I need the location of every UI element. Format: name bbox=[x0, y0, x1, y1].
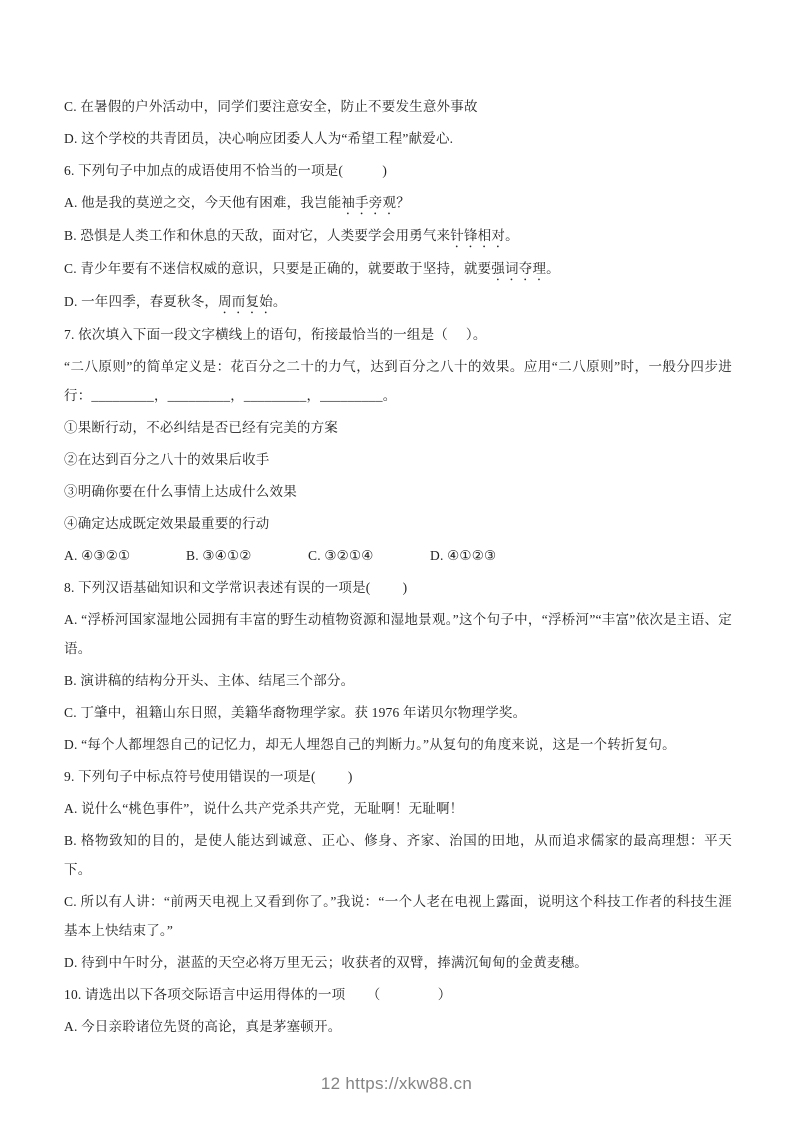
answer-option: A. 他是我的莫逆之交，今天他有困难，我岂能袖手旁观？ bbox=[64, 195, 410, 210]
answer-option: A. “浮桥河国家湿地公园拥有丰富的野生动植物资源和湿地景观。”这个句子中，“浮桥河”“丰富”依次是主语、定语。 bbox=[64, 612, 732, 656]
watermark-url: https://xkw88.cn bbox=[345, 1074, 473, 1093]
choice-option: A. ④③②① bbox=[64, 548, 131, 563]
answer-option: D. “每个人都埋怨自己的记忆力，却无人埋怨自己的判断力。”从复句的角度来说，这是一个转折复句。 bbox=[64, 737, 676, 752]
emphasized-idiom: 强词夺理 bbox=[491, 261, 547, 276]
question-stem: 6. 下列句子中加点的成语使用不恰当的一项是( ) bbox=[64, 163, 388, 178]
emphasized-idiom: 周而复始 bbox=[218, 294, 273, 309]
question-stem: 10. 请选出以下各项交际语言中运用得体的一项 （ ） bbox=[64, 987, 452, 1002]
question-stem: 7. 依次填入下面一段文字横线上的语句，衔接最恰当的一组是（ ）。 bbox=[64, 327, 487, 342]
answer-choices-row bbox=[64, 541, 732, 570]
answer-option: B. 恐惧是人类工作和休息的天敌，面对它，人类要学会用勇气来针锋相对。 bbox=[64, 228, 519, 243]
answer-option: A. 今日亲聆诸位先贤的高论，真是茅塞顿开。 bbox=[64, 1019, 342, 1034]
numbered-list-item: ④确定达成既定效果最重要的行动 bbox=[64, 516, 270, 531]
numbered-list-item: ③明确你要在什么事情上达成什么效果 bbox=[64, 484, 297, 499]
page-footer bbox=[0, 1074, 793, 1094]
answer-option: C. 青少年要有不迷信权威的意识，只要是正确的，就要敢于坚持，就要强词夺理。 bbox=[64, 261, 560, 276]
answer-option: C. 所以有人讲：“前两天电视上又看到你了。”我说：“一个人老在电视上露面，说明这个科技工作者的科技生涯基本上快结束了。” bbox=[64, 894, 732, 938]
emphasized-idiom: 袖手旁观 bbox=[341, 195, 397, 210]
page-number-label: 12 bbox=[320, 1074, 346, 1093]
answer-option: C. 丁肇中，祖籍山东日照，美籍华裔物理学家。获 1976 年诺贝尔物理学奖。 bbox=[64, 705, 527, 720]
emphasized-idiom: 针锋相对 bbox=[450, 228, 506, 243]
passage-paragraph: “二八原则”的简单定义是：花百分之二十的力气，达到百分之八十的效果。应用“二八原则”时，一般分四步进行：_________，_________，_________，_________。 bbox=[64, 359, 732, 403]
answer-option: B. 格物致知的目的，是使人能达到诚意、正心、修身、齐家、治国的田地，从而追求儒家的最高理想：平天下。 bbox=[64, 833, 732, 877]
answer-option: D. 这个学校的共青团员，决心响应团委人人为“希望工程”献爱心. bbox=[64, 131, 454, 146]
answer-option: D. 一年四季，春夏秋冬，周而复始。 bbox=[64, 294, 287, 309]
answer-option: C. 在暑假的户外活动中，同学们要注意安全，防止不要发生意外事故 bbox=[64, 99, 478, 114]
choice-option: C. ③②①④ bbox=[308, 548, 374, 563]
question-stem: 8. 下列汉语基础知识和文学常识表述有误的一项是( ) bbox=[64, 580, 408, 595]
question-list bbox=[64, 92, 732, 1044]
choice-option: B. ③④①② bbox=[186, 548, 252, 563]
choice-option: D. ④①②③ bbox=[430, 548, 497, 563]
numbered-list-item: ②在达到百分之八十的效果后收手 bbox=[64, 452, 270, 467]
question-stem: 9. 下列句子中标点符号使用错误的一项是( ) bbox=[64, 769, 353, 784]
answer-option: A. 说什么“桃色事件”，说什么共产党杀共产党，无耻啊！无耻啊！ bbox=[64, 801, 464, 816]
answer-option: B. 演讲稿的结构分开头、主体、结尾三个部分。 bbox=[64, 673, 355, 688]
numbered-list-item: ①果断行动，不必纠结是否已经有完美的方案 bbox=[64, 420, 338, 435]
answer-option: D. 待到中午时分，湛蓝的天空必将万里无云；收获者的双臂，捧满沉甸甸的金黄麦穗。 bbox=[64, 955, 588, 970]
